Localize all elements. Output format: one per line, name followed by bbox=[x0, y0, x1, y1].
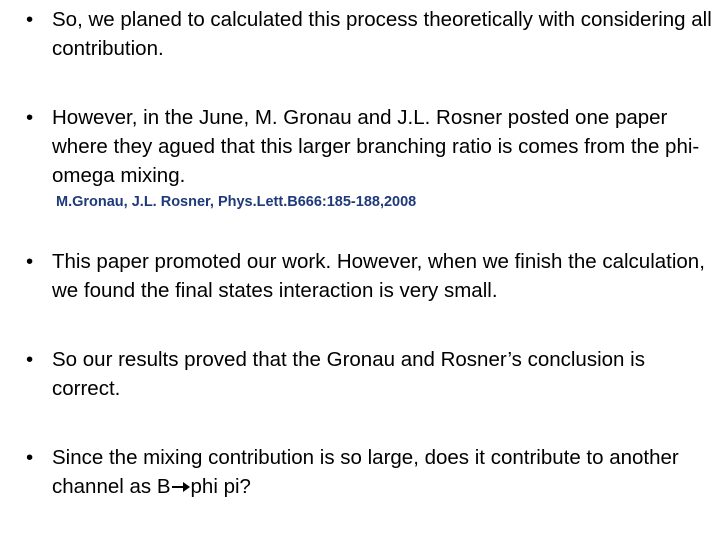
bullet-dot: • bbox=[26, 446, 34, 469]
bullet-text-after: phi pi? bbox=[190, 475, 251, 498]
bullet-item-3 bbox=[26, 247, 716, 305]
bullet-dot: • bbox=[26, 348, 34, 371]
bullet-text-before: Since the mixing contribution is so large, does it contribute to another channel as B bbox=[52, 446, 679, 498]
bullet-dot: • bbox=[26, 250, 34, 273]
reference-citation: M.Gronau, J.L. Rosner, Phys.Lett.B666:185-188,2008 bbox=[56, 194, 417, 210]
bullet-text bbox=[52, 443, 716, 501]
bullet-text: However, in the June, M. Gronau and J.L. Rosner posted one paper where they agued that this larger branching ratio is comes from the phi-omega mixing. bbox=[52, 106, 700, 187]
right-arrow-icon bbox=[171, 480, 191, 494]
bullet-text: So, we planed to calculated this process theoretically with considering all contribution. bbox=[52, 8, 712, 60]
bullet-item-2 bbox=[26, 103, 716, 190]
bullet-item-5 bbox=[26, 443, 716, 501]
bullet-text: This paper promoted our work. However, when we finish the calculation, we found the final states interaction is very small. bbox=[52, 250, 705, 302]
bullet-item-4 bbox=[26, 345, 716, 403]
bullet-dot: • bbox=[26, 106, 34, 129]
bullet-text: So our results proved that the Gronau and Rosner’s conclusion is correct. bbox=[52, 348, 645, 400]
bullet-dot: • bbox=[26, 8, 34, 31]
bullet-item-1 bbox=[26, 5, 716, 63]
